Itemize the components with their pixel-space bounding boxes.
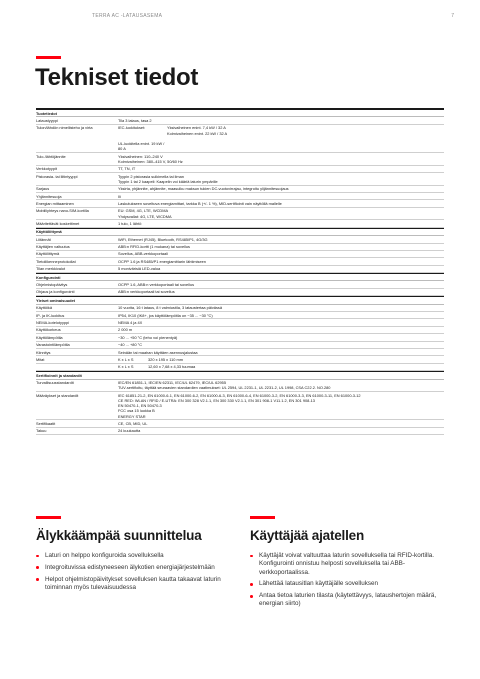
spec-row — [36, 173, 444, 186]
spec-value — [148, 364, 444, 369]
spec-label: Ohjaus ja konfigurointi — [36, 289, 75, 295]
spec-value — [118, 251, 444, 256]
spec-value-line: 24 kuukautta — [118, 428, 141, 434]
spec-row — [36, 208, 444, 221]
spec-label: Käyttöikä — [36, 305, 53, 311]
spec-value-line: EN 50470-1, EN 50470-3 — [118, 403, 162, 409]
spec-label: Energian mittaaminen — [36, 200, 74, 206]
spec-section-heading: Käyttöliittymä — [36, 228, 444, 236]
spec-value — [118, 221, 444, 226]
spec-label: Sertifikaatit — [36, 420, 56, 426]
spec-value-line: ABB:n verkkoportaali tai sovellus — [118, 289, 175, 295]
column-heading: Käyttäjää ajatellen — [250, 528, 365, 543]
column-heading: Älykkäämpää suunnittelua — [36, 528, 202, 543]
spec-row — [36, 200, 444, 207]
bullet-list — [36, 552, 236, 592]
spec-row — [36, 266, 444, 273]
spec-value-line: OCPP 1.6 ja RS485/P1 energiamittarin lähtimiseen — [118, 258, 206, 264]
spec-value-line: 12,60 x 7,68 x 4,33 tuumaa — [148, 364, 196, 370]
bullet-dot-icon — [36, 566, 39, 569]
spec-label: Kiinnitys — [36, 349, 51, 355]
spec-row — [36, 193, 444, 200]
spec-row — [36, 420, 444, 427]
spec-value — [118, 350, 444, 355]
spec-row — [36, 312, 444, 319]
spec-table — [36, 108, 444, 435]
spec-row — [36, 220, 444, 227]
spec-value — [118, 237, 444, 242]
spec-value-line: ABB:n RFID-kortti (1 mukana) tai sovellus — [118, 244, 190, 250]
spec-value-line: Tyypin 1 tai 2 kaapeli: Kaapelin voi kääriä laturin ympärille — [118, 178, 218, 184]
bullet-item: Integroituvissa edistyneeseen älykotien energiajärjestelmään — [36, 564, 236, 572]
spec-label: Ohjelmistopäivitys — [36, 282, 68, 288]
spec-value — [118, 166, 444, 171]
spec-value — [118, 342, 444, 347]
spec-value — [118, 194, 444, 199]
spec-row — [36, 392, 444, 420]
spec-label: Varastointilämpötila — [36, 342, 70, 348]
spec-value-line: IP54, IK10 (IK8+, jos käyttölämpötila on −35 ... −30 °C) — [118, 312, 213, 318]
spec-value-line: Yhdysvallat: 4G, LTE, WCDMA — [118, 213, 172, 219]
bullet-dot-icon — [36, 578, 39, 581]
spec-row — [36, 289, 444, 296]
spec-row — [36, 305, 444, 312]
spec-value — [148, 357, 444, 362]
spec-label: Liitännät — [36, 236, 51, 242]
spec-value — [118, 174, 444, 184]
spec-label: Käyttökorkeus — [36, 327, 61, 333]
spec-row — [36, 258, 444, 265]
spec-row — [36, 334, 444, 341]
spec-value — [118, 266, 444, 271]
bullet-dot-icon — [250, 555, 253, 558]
spec-label — [36, 364, 118, 369]
spec-value-line: NEMA 4 ja 4X — [118, 320, 143, 325]
spec-value-line: WiFi, Ethernet (RJ45), Bluetooth, RS485/P1, 4G/3G — [118, 236, 208, 242]
spec-value — [118, 186, 444, 191]
spec-label: NEMA-kotelotyyppi — [36, 320, 70, 325]
page-header — [92, 13, 454, 23]
spec-value-line: Laskutukseen soveltuva energiamittari, tarkka B (+/- 1 %), MID-sertifioinit vain näyttöllä mallelle — [118, 200, 282, 206]
bullet-item: Käyttäjät voivat valtuuttaa laturin sovelluksella tai RFID-kortilla. Konfigurointi onnistuu helposti sovelluksella tai ABB-verkkoportaalissa. — [250, 552, 450, 577]
spec-row — [36, 380, 444, 393]
spec-value — [118, 305, 444, 310]
spec-value-line: EU: GSM, 4G, LTE, WCDMA — [118, 208, 169, 214]
title-accent-bar — [36, 56, 61, 59]
spec-value — [118, 335, 444, 340]
spec-value — [118, 327, 444, 332]
spec-value — [118, 428, 444, 433]
spec-value — [118, 125, 444, 151]
page-number: 7 — [451, 13, 454, 19]
spec-row — [36, 281, 444, 288]
spec-label: Tilan merkkivalot — [36, 266, 66, 272]
spec-value-line: 320 x 195 x 110 mm — [148, 356, 183, 362]
spec-label: Tietoliikenneprotokollat — [36, 258, 76, 264]
spec-value — [118, 208, 444, 218]
feature-column-smart-design — [36, 516, 236, 596]
spec-value-line: −30 ... +50 °C (teho voi pienentyä) — [118, 334, 178, 340]
spec-value-line: OCPP 1.6, ABB:n verkkoportaali tai sovellus — [118, 282, 195, 288]
spec-value — [118, 393, 444, 419]
spec-value-part: Kolmivaiheinen enint. 22 kW / 32 A — [167, 130, 228, 136]
spec-section-heading: Tuotetiedot — [36, 109, 444, 117]
spec-label: Käyttöliittymä — [36, 251, 60, 257]
spec-label: Määritettävät koskettimet — [36, 220, 80, 226]
spec-sublabel: K x L x S — [118, 364, 134, 370]
spec-row — [36, 244, 444, 251]
spec-value-line: 2 000 m — [118, 327, 133, 333]
spec-row — [36, 117, 444, 124]
spec-value-line: Yksirta, yhjännite, ahjännite, maasulku maksun tukien DC-vuotovirrajau, integroitu ylijännitesuojaus — [118, 186, 289, 192]
spec-row — [36, 125, 444, 153]
spec-value-part: UL-luokitella enint. 19 kW / 80 A — [118, 140, 165, 152]
spec-value — [118, 289, 444, 294]
spec-label: Pistorasia- tai liitintyyppi — [36, 173, 78, 179]
spec-value-line: Sovellus, ABB-verkkoportaali — [118, 251, 168, 257]
spec-value-line: CE RED: WLAN / RFID / E-UTRA: EN 300 328 V2.1.1, EN 300 330 V2.1.1, EN 301 908-1 V11.1.2, EN 301 908-13 — [118, 397, 315, 403]
spec-value — [118, 118, 444, 123]
spec-label: Käyttäjien valtuutus — [36, 244, 70, 250]
spec-value-line: TT, TN, IT — [118, 166, 136, 172]
spec-section-heading: Konfigurointi — [36, 273, 444, 281]
bullet-dot-icon — [36, 555, 39, 558]
spec-row — [36, 186, 444, 193]
spec-value-line: Yksivaiheinen: 110–240 V — [118, 153, 163, 159]
spec-value — [118, 201, 444, 206]
spec-label: Mobiiliyhteys nano-SIM-kortilla — [36, 208, 89, 214]
spec-row — [36, 356, 444, 363]
spec-row — [36, 319, 444, 326]
spec-value — [118, 154, 444, 164]
spec-value-line: FCC osa 15 luokka B — [118, 408, 155, 414]
spec-row — [36, 349, 444, 356]
spec-section-heading: Sertifioinnit ja standardit — [36, 371, 444, 379]
spec-value-part: Yksivaiheinen enint. 7,4 kW / 32 A — [167, 125, 226, 131]
spec-value-line: −40 ... +80 °C — [118, 342, 143, 348]
spec-value-line: 10 vuotta, 16 t lataus, 8 t valmiustila, 3 lataustertaa päivässä — [118, 305, 223, 311]
spec-label: Verkkotyypit — [36, 166, 57, 172]
feature-column-user-focused — [250, 516, 450, 612]
spec-value-line: IEC/EN 61851-1, IEC/EN 62311, IEC/UL 62479, IEC/UL 62955 — [118, 380, 226, 386]
column-accent-bar — [36, 516, 61, 519]
spec-value-line: Ili — [118, 193, 121, 199]
spec-label: Turvallisuusstandardit — [36, 380, 74, 386]
bullet-dot-icon — [250, 583, 253, 586]
spec-value-line: Kolmivaiheinen: 380–415 V, 50/60 Hz — [118, 158, 183, 164]
bullet-item: Antaa tietoa laturien tilasta (käytettävyys, lataushertojen määrä, energian siirto) — [250, 592, 450, 609]
spec-value — [118, 313, 444, 318]
spec-value-part: IEC-luokitukset: — [118, 125, 146, 131]
spec-label: Lataustyyppi — [36, 117, 58, 123]
spec-label: IP- ja IK-luokitus — [36, 312, 65, 318]
spec-value-line: 1 tulo, 1 lähtö — [118, 220, 142, 226]
spec-label: Mitat — [36, 356, 45, 362]
spec-row — [36, 428, 444, 435]
column-accent-bar — [250, 516, 275, 519]
spec-value — [118, 244, 444, 249]
spec-row — [36, 251, 444, 258]
spec-label: Määräykset ja standardit — [36, 392, 79, 398]
spec-row — [36, 153, 444, 166]
document-title: TERRA AC -LATAUSASEMA — [92, 13, 163, 19]
spec-value-pair — [118, 141, 444, 151]
bullet-item: Lähettää latausitlan käyttäjälle sovelluksen — [250, 580, 450, 588]
spec-value-line: CE, CB, MID, UL — [118, 420, 148, 426]
spec-section-heading: Yleiset ominaisuudet — [36, 296, 444, 304]
bullet-list — [250, 552, 450, 609]
spec-label: Takuu — [36, 428, 47, 434]
spec-row — [36, 166, 444, 173]
spec-label: Sarjaus — [36, 186, 50, 192]
spec-row — [36, 327, 444, 334]
spec-label: Tulo-/lähtöjännite — [36, 153, 66, 159]
spec-value-line: Tila 3 lataus, tasa 2 — [118, 117, 152, 123]
spec-value-line: Tyypin 2 pistorasia sulkimella tai ilman — [118, 173, 184, 179]
spec-sublabel: K x L x S — [118, 356, 134, 362]
spec-value-line: TUV-sertifioitu, täyttää seuraavien standardien vaatimukset: UL 2594, UL 2231-1, UL 2231-2, UL 1998, CSA C22.2. NO.280 — [118, 385, 331, 391]
spec-value-line: IEC 61851-21-2, EN 61000-6-1, EN 61000-6-2, EN 61000-6-3, EN 61000-6-4, EN 61000-3-2, EN 61000-3-3, EN 61000-3-11, EN 61000-3-12 — [118, 392, 361, 398]
bullet-dot-icon — [250, 595, 253, 598]
spec-value — [118, 421, 444, 426]
spec-value-line: ENERGY STAR — [118, 413, 146, 419]
spec-value-line: 5 monivärisiä LED-valoa — [118, 266, 161, 272]
spec-row — [36, 236, 444, 243]
spec-value — [118, 259, 444, 264]
spec-label: Käyttölämpötila — [36, 334, 63, 340]
spec-value — [118, 320, 444, 325]
spec-value — [118, 282, 444, 287]
spec-row — [36, 364, 444, 371]
bullet-item: Helpot ohjelmistopäivitykset sovelluksen kautta takaavat laturin toiminnan myös tulevaisuudessa — [36, 576, 236, 593]
spec-value — [118, 380, 444, 390]
bullet-item: Laturi on helppo konfiguroida sovelluksella — [36, 552, 236, 560]
spec-label: Yhjännitesuoja — [36, 193, 62, 199]
spec-value-line: Seinään tai maahan käyttäen asennusjalustaa — [118, 349, 198, 355]
spec-row — [36, 342, 444, 349]
page-title: Tekniset tiedot — [35, 64, 199, 91]
spec-label: Tulon/lähdön nimellisteho ja virta — [36, 125, 93, 131]
